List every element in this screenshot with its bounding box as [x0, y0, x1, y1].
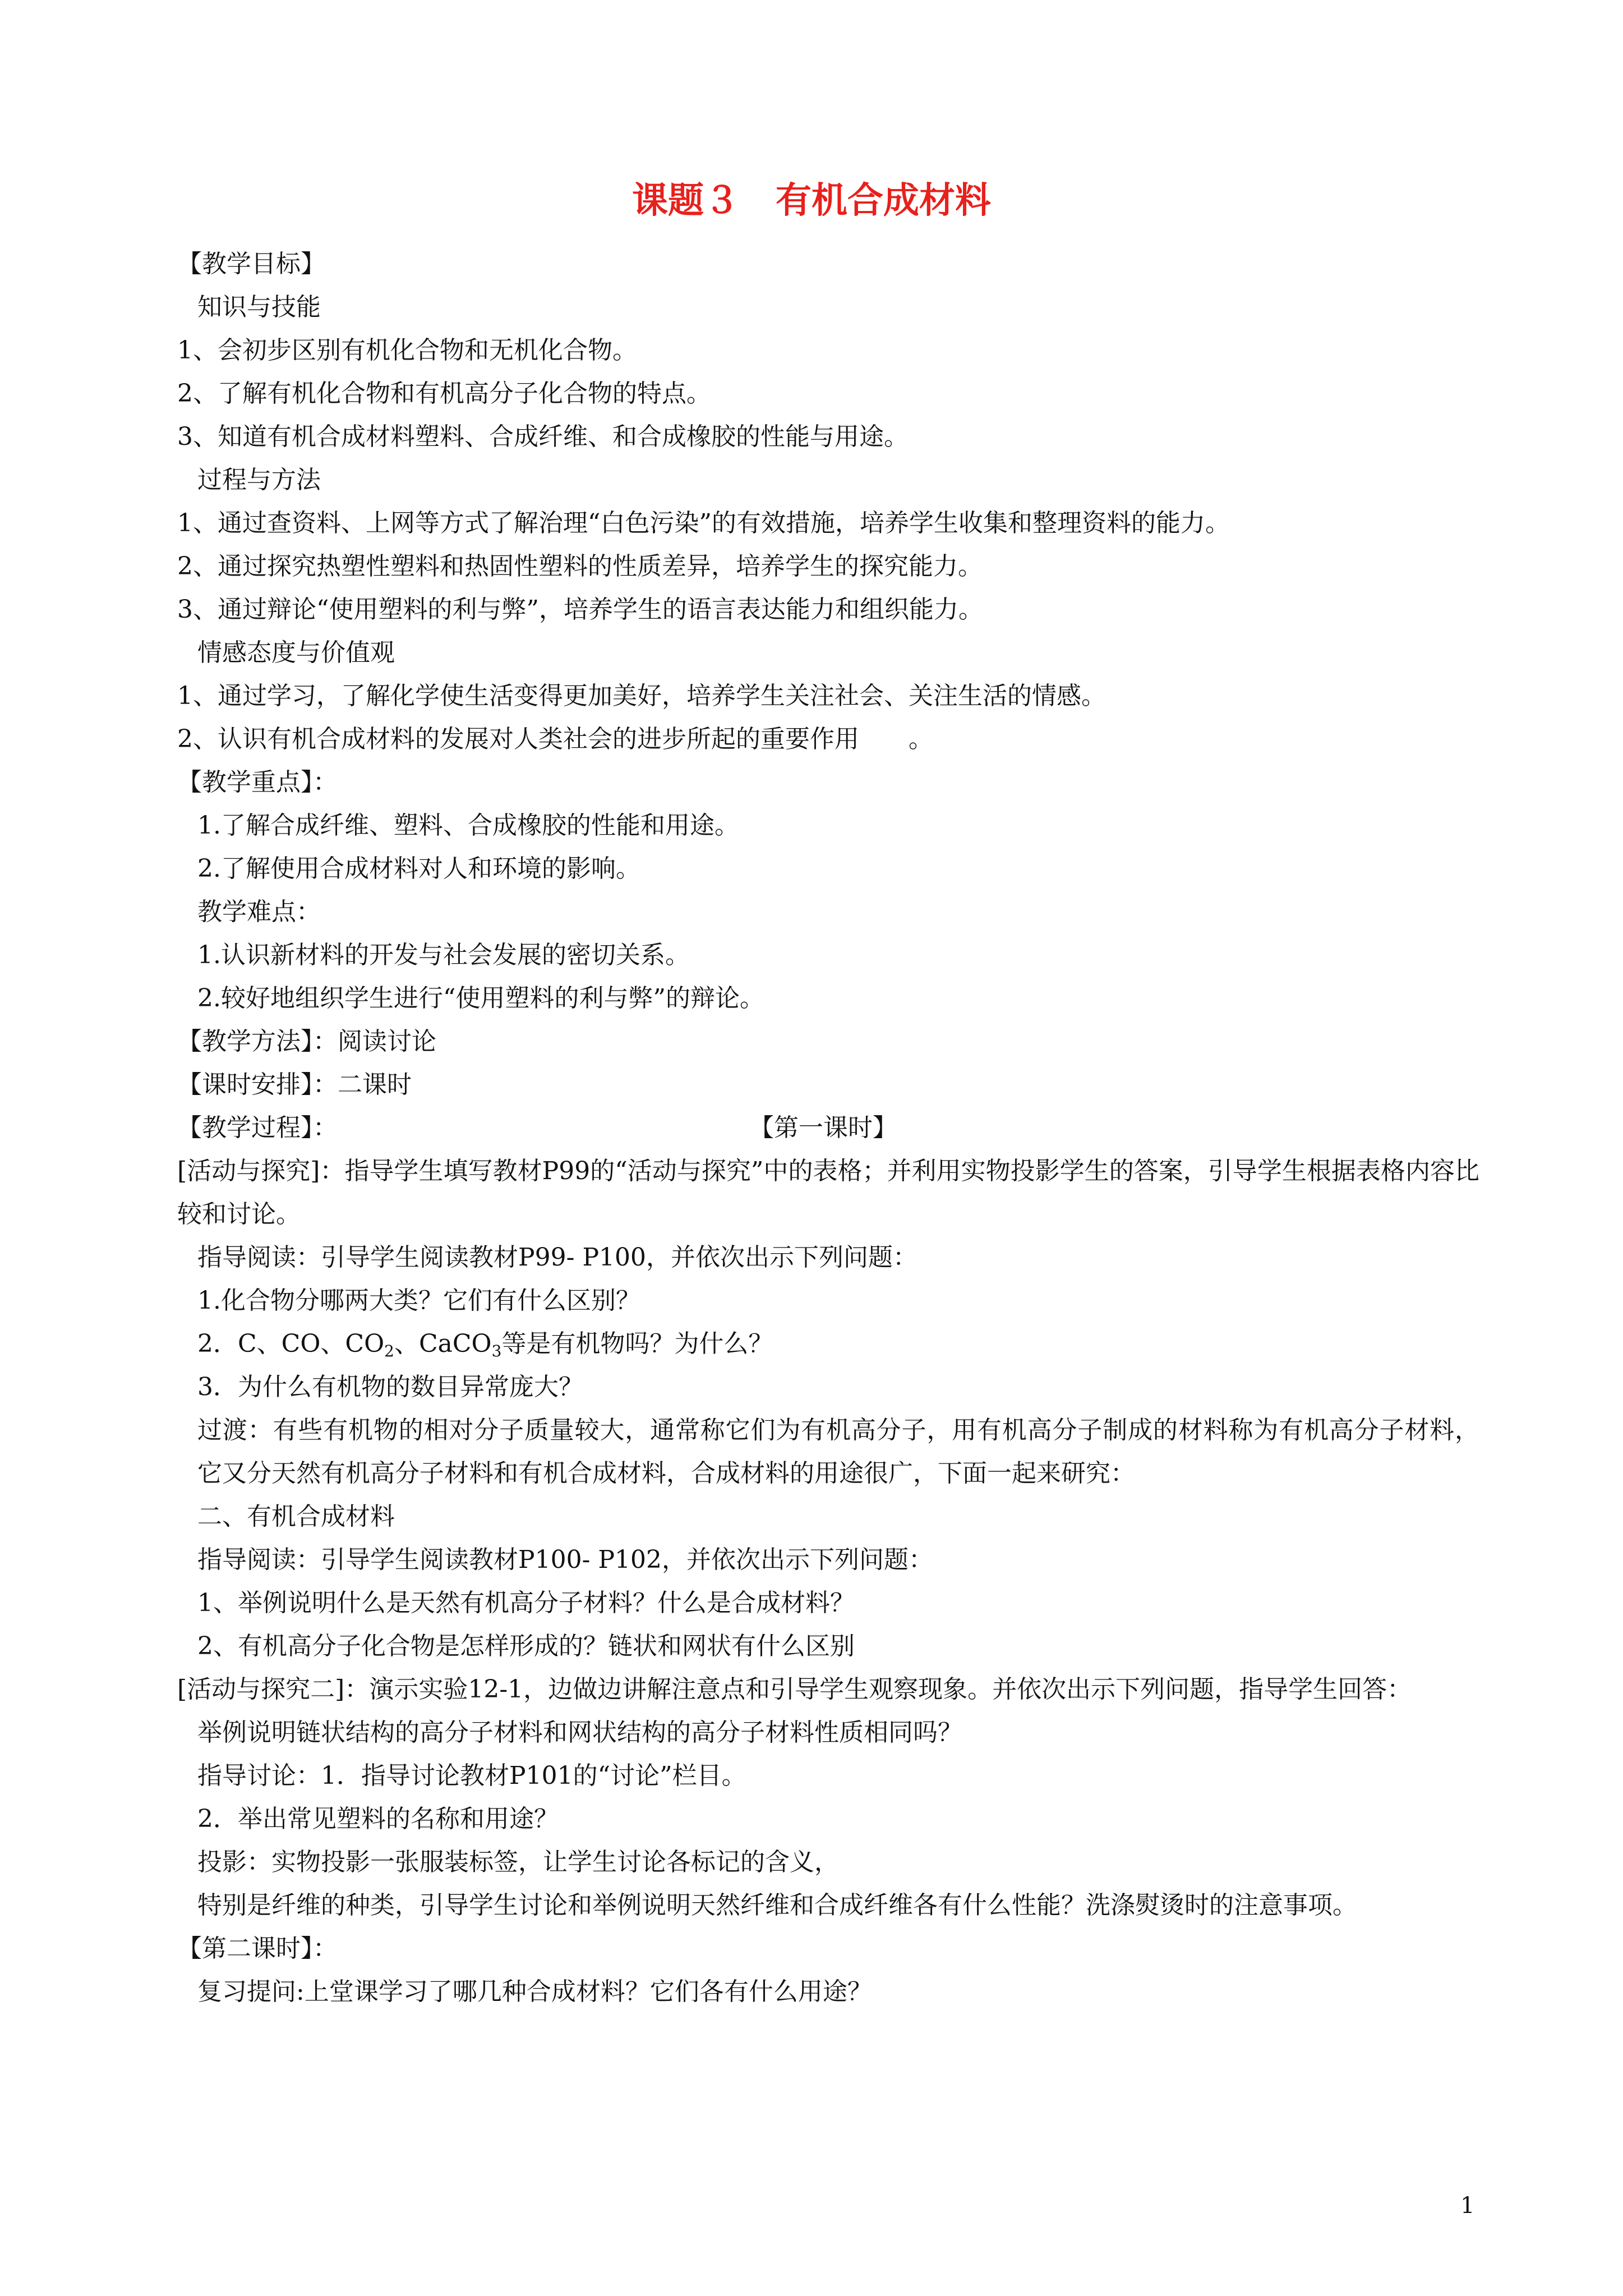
- second-lesson-label: 【第二课时】：: [177, 1934, 338, 1963]
- list-item: 2.了解使用合成材料对人和环境的影响。: [197, 854, 640, 883]
- list-item: 1、通过查资料、上网等方式了解治理“白色污染”的有效措施，培养学生收集和整理资料的能力。: [177, 509, 1230, 537]
- subscript: 3: [491, 1342, 502, 1360]
- knowledge-heading: 知识与技能: [197, 293, 321, 321]
- question-item-formula: [177, 1322, 1479, 1365]
- list-item: 2、了解有机化合物和有机高分子化合物的特点。: [177, 379, 711, 408]
- activity-paragraph: [活动与探究]：指导学生填写教材P99的“活动与探究”中的表格；并利用实物投影学生的答案，引导学生根据表格内容比较和讨论。: [177, 1157, 1479, 1228]
- page-title: 课题３ 有机合成材料: [632, 180, 991, 222]
- formula-text: 等是有机物吗？为什么？: [501, 1329, 773, 1358]
- discussion-line: 指导讨论：1．指导讨论教材P101的“讨论”栏目。: [197, 1761, 746, 1790]
- activity-paragraph: [活动与探究二]：演示实验12-1，边做边讲解注意点和引导学生观察现象。并依次出示下列问题，指导学生回答：: [177, 1675, 1412, 1704]
- schedule-line: 【课时安排】：二课时: [177, 1070, 412, 1099]
- question-item: 举例说明链状结构的高分子材料和网状结构的高分子材料性质相同吗？: [197, 1718, 962, 1747]
- projection-line: 投影：实物投影一张服装标签，让学生讨论各标记的含义，: [197, 1848, 839, 1876]
- objectives-heading: 【教学目标】: [177, 250, 325, 278]
- list-item: 3、通过辩论“使用塑料的利与弊”，培养学生的语言表达能力和组织能力。: [177, 595, 983, 624]
- question-item: 2、有机高分子化合物是怎样形成的？链状和网状有什么区别: [197, 1632, 855, 1660]
- list-item: 1、会初步区别有机化合物和无机化合物。: [177, 336, 637, 365]
- formula-text: 、CaCO: [394, 1329, 492, 1358]
- question-item: 3．为什么有机物的数目异常庞大？: [197, 1373, 583, 1401]
- difficulty-heading: 教学难点：: [197, 898, 321, 926]
- question-item: 1、举例说明什么是天然有机高分子材料？什么是合成材料？: [197, 1589, 855, 1617]
- list-item: 3、知道有机合成材料塑料、合成纤维、和合成橡胶的性能与用途。: [177, 422, 909, 451]
- question-item: 1.化合物分哪两大类？它们有什么区别？: [197, 1286, 640, 1315]
- section-heading: 二、有机合成材料: [197, 1502, 395, 1531]
- key-points-heading: 【教学重点】：: [177, 768, 338, 797]
- review-line: 复习提问:上堂课学习了哪几种合成材料？它们各有什么用途？: [197, 1977, 872, 2006]
- guided-reading-line: 指导阅读：引导学生阅读教材P100- P102，并依次出示下列问题：: [197, 1545, 934, 1574]
- list-item: 1、通过学习，了解化学使生活变得更加美好，培养学生关注社会、关注生活的情感。: [177, 682, 1106, 710]
- method-line: 【教学方法】：阅读讨论: [177, 1027, 436, 1056]
- transition-paragraph: 过渡：有些有机物的相对分子质量较大，通常称它们为有机高分子，用有机高分子制成的材料称为有机高分子材料，它又分天然有机高分子材料和有机合成材料，合成材料的用途很广，下面一起来研究：: [197, 1416, 1479, 1488]
- first-lesson-label: 【第一课时】: [749, 1114, 897, 1142]
- process-label: 【教学过程】：: [177, 1114, 338, 1142]
- formula-text: 2．C、CO、CO: [197, 1329, 385, 1358]
- page-number: 1: [1460, 2193, 1475, 2219]
- list-item: 2、认识有机合成材料的发展对人类社会的进步所起的重要作用 。: [177, 725, 933, 753]
- process-line: [177, 1106, 1479, 1149]
- process-heading: 过程与方法: [197, 466, 321, 494]
- list-item: 1.了解合成纤维、塑料、合成橡胶的性能和用途。: [197, 811, 739, 840]
- list-item: 1.认识新材料的开发与社会发展的密切关系。: [197, 941, 690, 969]
- list-item: 2.较好地组织学生进行“使用塑料的利与弊”的辩论。: [197, 984, 764, 1013]
- fiber-paragraph: 特别是纤维的种类，引导学生讨论和举例说明天然纤维和合成纤维各有什么性能？洗涤熨烫时的注意事项。: [197, 1891, 1357, 1920]
- guided-reading-line: 指导阅读：引导学生阅读教材P99- P100，并依次出示下列问题：: [197, 1243, 918, 1272]
- subscript: 2: [384, 1342, 394, 1360]
- list-item: 2、通过探究热塑性塑料和热固性塑料的性质差异，培养学生的探究能力。: [177, 552, 983, 581]
- attitude-heading: 情感态度与价值观: [197, 638, 395, 667]
- document-body: [177, 242, 1479, 2013]
- question-item: 2．举出常见塑料的名称和用途？: [197, 1805, 559, 1833]
